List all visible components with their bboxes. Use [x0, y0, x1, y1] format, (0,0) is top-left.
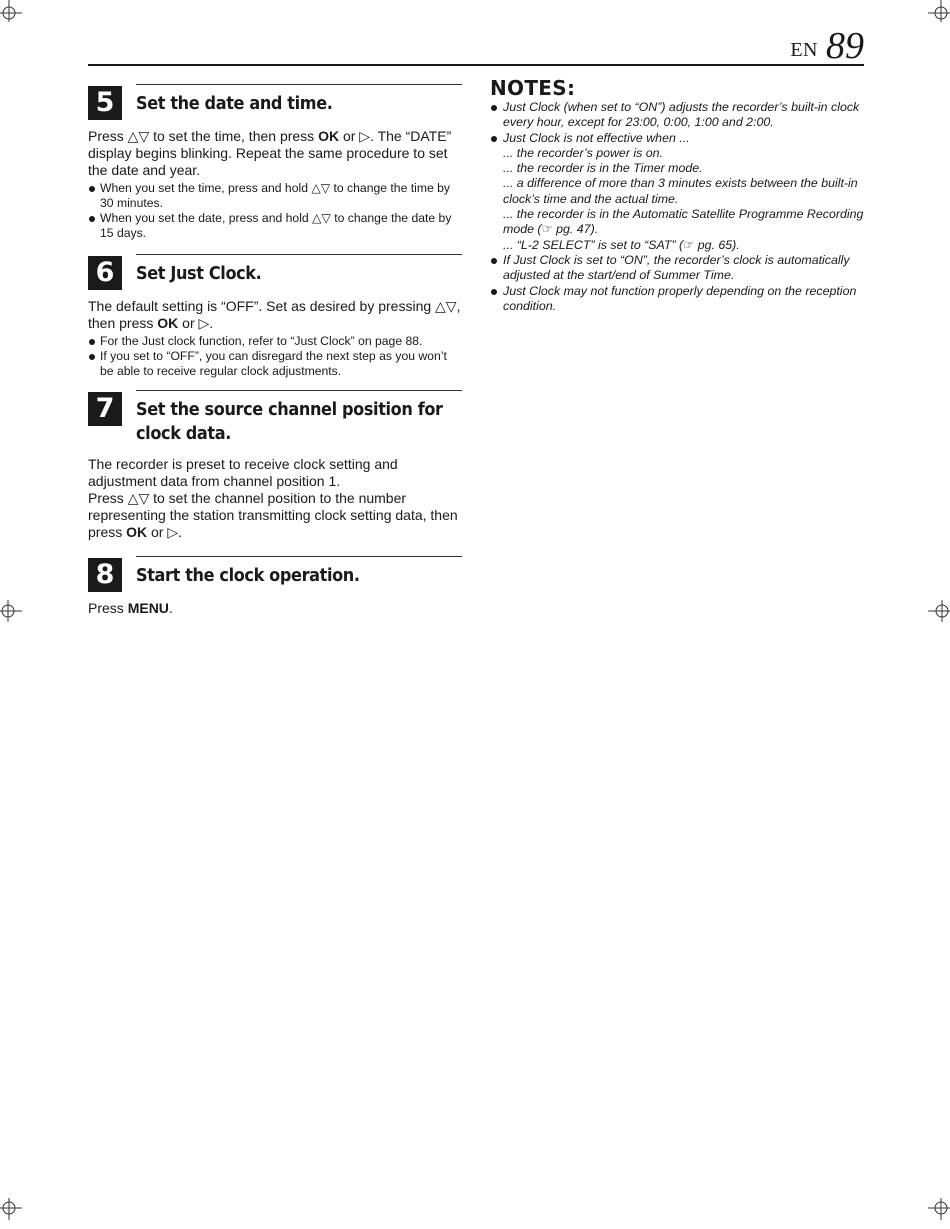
note-line: ... the recorder is in the Timer mode.: [503, 161, 703, 176]
step-title: Set the date and time.: [136, 94, 333, 114]
language-label: EN: [790, 39, 818, 61]
steps-column: [88, 84, 462, 617]
text-run: Press △▽ to set the channel position to the number representing the station transmitting clock setting data, then press: [88, 490, 458, 540]
note-item: [490, 253, 865, 284]
note-line: Just Clock is not effective when ...: [503, 130, 690, 145]
notes-section: [490, 76, 865, 314]
step-bullets: [88, 181, 462, 241]
note-line: ... the recorder’s power is on.: [503, 145, 664, 160]
step-paragraph: [88, 298, 462, 332]
step-title: Start the clock operation.: [136, 566, 360, 586]
text-run: or ▷. The “DATE” display begins blinking. Repeat the same procedure to set the date and year.: [88, 128, 452, 178]
note-line: ... the recorder is in the Automatic Satellite Programme Recording mode (☞ pg. 47).: [503, 207, 864, 237]
key-label-ok: OK: [157, 315, 179, 331]
registration-mark-icon: [0, 1198, 22, 1220]
text-run: .: [168, 600, 173, 616]
key-label-ok: OK: [318, 128, 340, 144]
note-item: [490, 284, 865, 315]
step-number-badge: 7: [88, 392, 122, 426]
step-6: [88, 254, 462, 390]
step-body: [88, 600, 462, 617]
note-line: ... a difference of more than 3 minutes exists between the built-in clock’s time and the actual time.: [503, 176, 858, 206]
text-run: or ▷.: [178, 315, 214, 331]
page-header: [88, 26, 864, 66]
text-run: Press △▽ to set the time, then press: [88, 128, 319, 144]
step-head: [88, 254, 462, 288]
list-item: If you set to “OFF”, you can disregard the next step as you won’t be able to receive regular clock adjustments.: [88, 349, 462, 379]
note-line: If Just Clock is set to “ON”, the recorder’s clock is automatically adjusted at the start/end of Summer Time.: [503, 252, 850, 283]
step-5: [88, 84, 462, 254]
step-paragraph: [88, 600, 462, 617]
text-run: Press: [88, 600, 128, 616]
registration-mark-icon: [928, 0, 950, 22]
registration-mark-icon: [0, 0, 22, 22]
step-number-badge: 8: [88, 558, 122, 592]
note-line: ... “L-2 SELECT” is set to “SAT” (☞ pg. 65).: [503, 237, 740, 252]
notes-heading: NOTES:: [490, 76, 576, 100]
note-item: [490, 100, 865, 131]
step-title: Set Just Clock.: [136, 264, 262, 284]
text-run: or ▷.: [147, 524, 183, 540]
step-title: Set the source channel position for clock data.: [136, 400, 443, 444]
step-body: [88, 298, 462, 379]
note-line: Just Clock (when set to “ON”) adjusts the recorder’s built-in clock every hour, except for 23:00, 0:00, 1:00 and 2:00.: [503, 100, 860, 130]
step-8: [88, 556, 462, 617]
key-label-ok: OK: [126, 524, 148, 540]
key-label-menu: MENU: [127, 600, 169, 616]
note-item: [490, 131, 865, 253]
step-number-badge: 6: [88, 256, 122, 290]
step-head: [88, 390, 462, 446]
list-item: When you set the date, press and hold △▽ to change the date by 15 days.: [88, 211, 462, 241]
step-bullets: [88, 334, 462, 379]
notes-list: [490, 100, 865, 314]
step-head: [88, 84, 462, 118]
text-run: The default setting is “OFF”. Set as desired by pressing △▽, then press: [88, 298, 461, 331]
note-line: Just Clock may not function properly depending on the reception condition.: [503, 283, 857, 313]
step-body: [88, 128, 462, 241]
registration-mark-icon: [0, 600, 22, 622]
step-paragraph: The recorder is preset to receive clock setting and adjustment data from channel position 1.: [88, 456, 398, 489]
list-item: When you set the time, press and hold △▽ to change the time by 30 minutes.: [88, 181, 462, 211]
step-7: [88, 390, 462, 556]
step-number-badge: 5: [88, 86, 122, 120]
step-head: [88, 556, 462, 590]
step-paragraph: [88, 490, 462, 541]
list-item: For the Just clock function, refer to “Just Clock” on page 88.: [88, 334, 462, 349]
page-number: 89: [826, 25, 864, 67]
registration-mark-icon: [928, 600, 950, 622]
registration-mark-icon: [928, 1198, 950, 1220]
step-paragraph: [88, 128, 462, 179]
step-body: [88, 456, 462, 541]
